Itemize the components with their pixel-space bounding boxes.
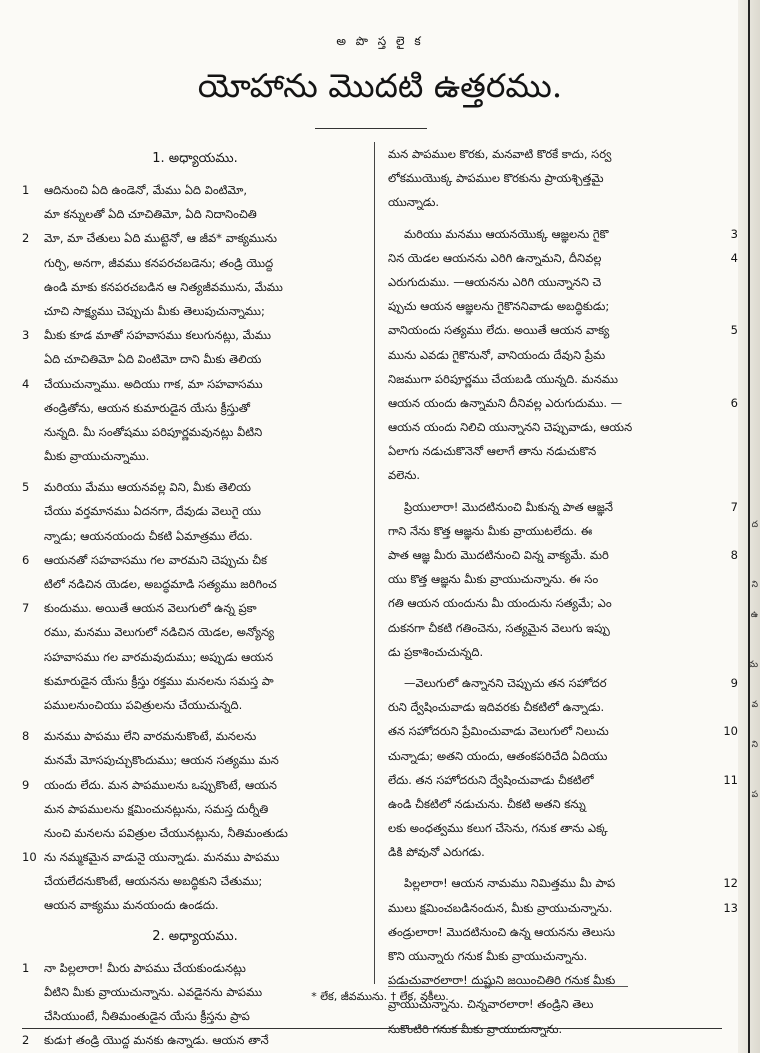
- text-line: [22, 572, 368, 596]
- text-line: [388, 871, 738, 895]
- edge-glyph: ఉ: [750, 610, 758, 620]
- text-line: [388, 591, 720, 615]
- text-line: [22, 797, 368, 821]
- verse-text: మన పాపముల కొరకు, మనవాటి కొరకే కాదు, సర్వ: [388, 147, 612, 161]
- verse-text: లోకముయొక్క పాపముల కొరకును ప్రాయశ్చిత్తమై: [388, 171, 604, 186]
- verse-text: కుమారుడైన యేసు క్రీస్తు రక్తము మనలను సమస్త పా: [44, 673, 274, 688]
- chapter-1-heading: 1. అధ్యాయము.: [152, 151, 238, 166]
- text-line: [388, 768, 738, 792]
- paragraph-gap: [388, 664, 720, 671]
- text-line: [388, 792, 720, 816]
- verse-number: 9: [22, 777, 30, 792]
- text-line: [388, 640, 720, 664]
- verse-text: ఏది చూచితిమో ఏది వింటిమో దాని మీకు తెలియ: [44, 352, 262, 367]
- text-line: [22, 499, 368, 523]
- right-column: [388, 142, 738, 1041]
- text-line: [22, 693, 368, 717]
- verse-number: 4: [22, 376, 30, 391]
- text-line: [22, 773, 368, 797]
- text-line: [22, 724, 368, 748]
- verse-text: సుకొంటిరి గనుక మీకు వ్రాయుచున్నాను.: [388, 1021, 563, 1036]
- verse-text: సహవాసము గల వారమవుదుము; అప్పుడు ఆయన: [44, 649, 274, 664]
- verse-text: ఉండి మాకు కనపరచబడిన ఆ నిత్యజీవమును, మేము: [44, 279, 283, 294]
- verse-number: 3: [22, 328, 30, 343]
- text-line: [388, 391, 738, 415]
- verse-text: ఆదినుంచి ఏది ఉండెనో, మేము ఏది వింటిమో,: [44, 183, 248, 197]
- text-line: [22, 420, 368, 444]
- verse-text: నుంచి మనలను పవిత్రుల చేయునట్లును, నీతిమంతుడు: [44, 825, 288, 840]
- verse-number: 2: [22, 231, 30, 246]
- verse-number: 11: [723, 772, 738, 787]
- verse-text: పడుచువారలారా! దుష్టుని జయించితిరి గనుక మీకు: [388, 973, 616, 988]
- running-head: అ పొ స్త లై క: [336, 34, 424, 48]
- verse-text: మా కన్నులతో ఏది చూచితిమో, ఏది నిదానించితి: [44, 207, 257, 222]
- verse-text: నా పిల్లలారా! మీరు పాపము చేయకుండునట్లు: [44, 960, 246, 975]
- text-line: [388, 343, 720, 367]
- verse-text: లేదు. తన సహోదరుని ద్వేషించువాడు చీకటిలో: [388, 772, 594, 787]
- verse-text: ఉండి చీకటిలో నడుచును. చీకటి అతని కన్ను: [388, 796, 586, 811]
- verse-text: మన పాపములను క్షమించునట్లును, సమస్త దుర్నీతి: [44, 801, 269, 816]
- verse-text: ఆయన యందు నిలిచి యున్నానని చెప్పువాడు, ఆయన: [388, 420, 633, 435]
- paragraph-gap: [22, 717, 368, 724]
- verse-number: 2: [22, 1033, 30, 1048]
- verse-text: మో, మా చేతులు ఏది ముట్టెనో, ఆ జీవ* వాక్యమును: [44, 231, 277, 246]
- verse-text: మరియు మనము ఆయనయొక్క ఆజ్ఞలను గైకొ: [404, 226, 609, 241]
- text-line: [388, 896, 738, 920]
- text-line: [388, 463, 720, 487]
- text-line: [388, 719, 738, 743]
- verse-text: డికి పోవునో ఎరుగడు.: [388, 845, 485, 860]
- edge-glyph: ద: [751, 520, 758, 530]
- verse-text: ప్రియులారా! మొదటినుంచి మీకున్న పాత ఆజ్ఞనే: [404, 499, 613, 514]
- text-line: [22, 202, 368, 226]
- verse-text: దుకనగా చీకటి గతించెను, సత్యమైన వెలుగు ఇప్పు: [388, 620, 610, 635]
- text-line: [388, 415, 720, 439]
- edge-glyph: ప: [751, 790, 758, 800]
- verse-text: కుడు† తండ్రి యొద్ద మనకు ఉన్నాడు. ఆయన తానే: [44, 1033, 269, 1048]
- verse-text: ఏలాగు నడుచుకొనెనో ఆలాగే తాను నడుచుకొన: [388, 444, 597, 459]
- footnote: * లేక, జీవమును. † లేక, వకీలు.: [311, 990, 449, 1003]
- verse-text: తండ్రితోను, ఆయన కుమారుడైన యేసు క్రీస్తుతో: [44, 400, 250, 415]
- column-divider: [374, 142, 375, 984]
- verse-number: 10: [723, 724, 738, 739]
- verse-text: పాత ఆజ్ఞ మీరు మొదటినుంచి విన్న వాక్యమే. మరి: [388, 548, 609, 562]
- verse-text: చూచి సాక్ష్యము చెప్పుచు మీకు తెలుపుచున్నాము;: [44, 303, 265, 318]
- verse-number: 7: [22, 601, 30, 616]
- left-column: [22, 142, 368, 1052]
- verse-number: 13: [723, 900, 738, 915]
- text-line: [388, 616, 720, 640]
- text-line: [22, 475, 368, 499]
- verse-number: 6: [22, 552, 30, 567]
- verse-text: వీటిని మీకు వ్రాయుచున్నాను. ఎవడైనను పాపము: [44, 984, 263, 999]
- text-line: [388, 567, 720, 591]
- text-line: [22, 372, 368, 396]
- text-line: [22, 524, 368, 548]
- verse-text: న్నాడు; ఆయనయందు చీకటి ఏమాత్రము లేదు.: [44, 528, 253, 543]
- verse-text: డు ప్రకాశించుచున్నది.: [388, 644, 484, 659]
- text-line: [22, 845, 368, 869]
- verse-text: వలెను.: [388, 468, 421, 483]
- text-line: [22, 396, 368, 420]
- text-line: [388, 744, 720, 768]
- text-line: [22, 1028, 368, 1052]
- text-line: [22, 178, 368, 202]
- verse-text: యందు లేదు. మన పాపములను ఒప్పుకొంటే, ఆయన: [44, 777, 277, 792]
- text-line: [22, 869, 368, 893]
- text-line: [388, 166, 720, 190]
- verse-number: 4: [730, 250, 738, 265]
- verse-text: యు కొత్త ఆజ్ఞను మీకు వ్రాయుచున్నాను. ఈ సం: [388, 572, 599, 587]
- verse-text: పిల్లలారా! ఆయన నామము నిమిత్తము మీ పాప: [404, 876, 616, 891]
- verse-text: మీకు వ్రాయుచున్నాము.: [44, 449, 150, 464]
- text-line: [22, 226, 368, 250]
- text-line: [388, 920, 720, 944]
- text-line: [22, 620, 368, 644]
- verse-text: నిన యెడల ఆయనను ఎరిగి ఉన్నామని, దీనివల్ల: [388, 250, 602, 265]
- text-line: [388, 695, 720, 719]
- verse-text: ఆయన వాక్యము మనయందు ఉండదు.: [44, 898, 219, 913]
- text-line: [22, 251, 368, 275]
- edge-glyph: ని: [751, 580, 758, 590]
- verse-text: మీకు కూడ మాతో సహవాసము కలుగునట్లు, మేము: [44, 328, 271, 343]
- text-line: [388, 671, 738, 695]
- text-line: [22, 299, 368, 323]
- verse-text: యున్నాడు.: [388, 195, 440, 210]
- verse-number: 9: [730, 675, 738, 690]
- chapter-2-heading: 2. అధ్యాయము.: [152, 928, 238, 944]
- verse-text: నున్నది. మీ సంతోషము పరిపూర్ణమవునట్లు వీటిని: [44, 424, 263, 439]
- text-line: [388, 944, 720, 968]
- verse-text: ఎరుగుదుము. —ఆయనను ఎరిగి యున్నానని చె: [388, 274, 602, 289]
- verse-text: గతి ఆయన యందును మీ యందును సత్యమే; ఎం: [388, 596, 612, 611]
- text-line: [22, 748, 368, 772]
- verse-text: చేసియుంటే, నీతిమంతుడైన యేసు క్రీస్తను ప్రాప: [44, 1009, 250, 1023]
- text-line: [22, 1004, 368, 1028]
- text-line: [22, 669, 368, 693]
- edge-glyph: వ: [751, 700, 758, 710]
- paragraph-gap: [388, 215, 720, 222]
- verse-text: రుని ద్వేషించువాడు ఇదివరకు చీకటిలో ఉన్నాడు.: [388, 700, 605, 715]
- verse-number: 5: [22, 480, 30, 495]
- verse-text: చున్నాడు; అతని యందు, ఆతంకపరిచేది ఏదియు: [388, 748, 608, 763]
- paragraph-gap: [388, 864, 720, 871]
- verse-text: గుర్చి, అనగా, జీవము కనపరచబడెను; తండ్రి యొద్ద: [44, 255, 274, 270]
- text-line: [22, 444, 368, 468]
- book-title: యోహాను మొదటి ఉత్తరము.: [197, 66, 563, 105]
- text-line: [22, 275, 368, 299]
- footnote-rule: [388, 986, 628, 987]
- text-line: [22, 821, 368, 845]
- verse-text: ములు క్షమించబడినందున, మీకు వ్రాయుచున్నాను.: [388, 900, 613, 915]
- verse-text: ఆయన యందు ఉన్నామని దీనివల్ల ఎరుగుదుము. —: [388, 395, 623, 410]
- verse-text: ప్పుచు ఆయన ఆజ్ఞలను గైకొననివాడు అబద్ధికుడు;: [388, 299, 610, 314]
- verse-text: వ్రాయుచున్నాను. చిన్నవారలారా! తండ్రిని తెలు: [388, 997, 594, 1012]
- verse-number: 8: [730, 548, 738, 562]
- bottom-rule: [22, 1028, 722, 1029]
- verse-text: మనమే మోసపుచ్చుకొందుము; ఆయన సత్యము మన: [44, 753, 279, 768]
- text-line: [388, 840, 720, 864]
- verse-text: మరియు మేము ఆయనవల్ల విని, మీకు తెలియ: [44, 480, 251, 495]
- verse-text: మనము పాపము లేని వారమనుకొంటే, మనలను: [44, 729, 257, 744]
- verse-text: మును ఎవడు గైకొనునో, వానియందు దేవుని ప్రేమ: [388, 347, 606, 362]
- edge-glyph: ని: [751, 740, 758, 750]
- verse-text: కుందుము. అయితే ఆయన వెలుగులో ఉన్న ప్రకా: [44, 601, 257, 616]
- verse-number: 5: [730, 323, 738, 338]
- right-column-text: [388, 142, 738, 1041]
- edge-rule: [748, 0, 750, 1053]
- verse-text: చేయు వర్తమానము ఏదనగా, దేవుడు వెలుగై యు: [44, 504, 261, 519]
- verse-text: ను నమ్మకమైన వాడునై యున్నాడు. మనము పాపము: [44, 850, 280, 865]
- paragraph-gap: [22, 468, 368, 475]
- verse-text: రము, మనము వెలుగులో నడిచిన యెడల, అన్యోన్య: [44, 625, 275, 640]
- text-line: [388, 519, 720, 543]
- text-line: [388, 367, 720, 391]
- verse-number: 12: [723, 876, 738, 891]
- verse-number: 6: [730, 395, 738, 410]
- text-line: [388, 543, 738, 567]
- text-line: [388, 222, 738, 246]
- verse-text: —వెలుగులో ఉన్నానని చెప్పుచు తన సహోదర: [404, 675, 607, 690]
- text-line: [22, 596, 368, 620]
- edge-glyph: మ: [748, 660, 758, 670]
- verse-number: 10: [22, 850, 37, 865]
- title-rule: [315, 128, 427, 129]
- verse-text: చేయలేదనుకొంటే, ఆయనను అబద్ధికుని చేతుము;: [44, 874, 263, 889]
- verse-number: 1: [22, 183, 30, 197]
- verse-text: కొని యున్నారు గనుక మీకు వ్రాయుచున్నాను.: [388, 949, 588, 963]
- text-line: [388, 968, 720, 992]
- text-line: [388, 439, 720, 463]
- verse-text: నిజముగా పరిపూర్ణము చేయబడి యున్నది. మనము: [388, 371, 618, 386]
- text-line: [22, 645, 368, 669]
- verse-number: 1: [22, 960, 30, 975]
- verse-text: తన సహోదరుని ప్రేమించువాడు వెలుగులో నిలుచు: [388, 724, 609, 739]
- text-line: [22, 323, 368, 347]
- text-line: [388, 816, 720, 840]
- verse-number: 8: [22, 729, 30, 744]
- verse-text: చేయుచున్నాము. అదియు గాక, మా సహవాసము: [44, 376, 263, 391]
- paragraph-gap: [388, 488, 720, 495]
- verse-text: పములనుంచియు పవిత్రులను చేయుచున్నది.: [44, 697, 243, 712]
- chapter-1-text: [22, 178, 368, 918]
- text-line: [22, 956, 368, 980]
- verse-text: లకు అంధత్వము కలుగ చేసెను, గనుక తాను ఎక్క: [388, 821, 608, 836]
- text-line: [388, 246, 738, 270]
- text-line: [388, 294, 720, 318]
- text-line: [388, 495, 738, 519]
- verse-text: తండ్రులారా! మొదటినుంచి ఉన్న ఆయనను తెలుసు: [388, 924, 616, 939]
- text-line: [388, 270, 720, 294]
- verse-text: వానియందు సత్యము లేదు. అయితే ఆయన వాక్య: [388, 323, 610, 338]
- text-line: [388, 142, 720, 166]
- text-line: [22, 893, 368, 917]
- verse-number: 3: [730, 226, 738, 241]
- verse-number: 7: [730, 499, 738, 514]
- verse-text: టిలో నడిచిన యెడల, అబద్ధమాడి సత్యము జరిగించ: [44, 577, 277, 591]
- text-line: [388, 318, 738, 342]
- adjacent-page-edge: [738, 0, 760, 1053]
- text-line: [22, 548, 368, 572]
- text-line: [388, 190, 720, 214]
- verse-text: గాని నేను కొత్త ఆజ్ఞను మీకు వ్రాయుటలేదు. ఈ: [388, 523, 593, 538]
- verse-text: ఆయనతో సహవాసము గల వారమని చెప్పుచు చీక: [44, 552, 268, 567]
- text-line: [22, 347, 368, 371]
